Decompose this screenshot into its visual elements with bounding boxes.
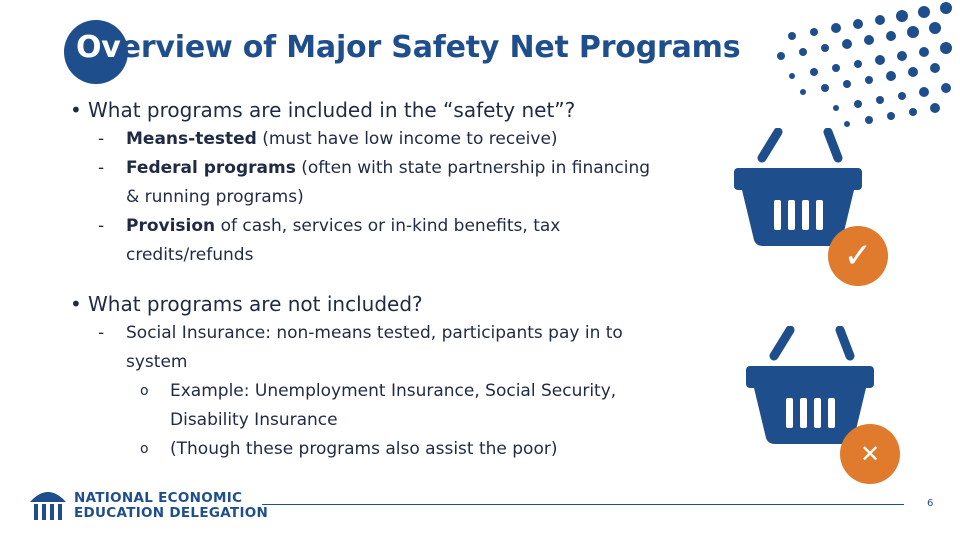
decor-dot xyxy=(844,121,850,127)
decor-dot xyxy=(821,44,829,52)
decor-dot xyxy=(842,39,852,49)
list-item xyxy=(70,154,730,212)
item-text: Social Insurance: non-means tested, participants pay in to xyxy=(126,323,623,343)
list-item xyxy=(70,319,730,377)
section1-heading-text: What programs are included in the “safety net”? xyxy=(88,98,576,122)
sub-item-text: Example: Unemployment Insurance, Social Security, xyxy=(170,381,617,401)
section2-heading xyxy=(70,290,730,319)
decor-dot xyxy=(941,83,951,93)
item-bold: Federal programs xyxy=(126,158,296,178)
decor-dot xyxy=(929,22,941,34)
decor-dot xyxy=(930,63,940,73)
decor-dot xyxy=(831,23,841,33)
dash-marker: - xyxy=(98,129,105,149)
dash-marker: - xyxy=(98,158,105,178)
logo-text xyxy=(74,491,268,521)
decor-dot xyxy=(821,84,829,92)
sub-item-text: (Though these programs also assist the poor) xyxy=(170,439,558,459)
decor-dot xyxy=(864,35,874,45)
sub-marker: o xyxy=(140,441,149,457)
title-first-letters: Ov xyxy=(76,30,121,65)
decor-dot xyxy=(854,100,862,108)
cross-badge-icon xyxy=(840,424,900,484)
footer-divider xyxy=(262,504,904,505)
item-text-continued: & running programs) xyxy=(126,187,304,207)
decor-dot xyxy=(898,92,906,100)
title-rest: erview of Major Safety Net Programs xyxy=(120,30,741,65)
dash-marker: - xyxy=(98,323,105,343)
decor-dot xyxy=(810,68,818,76)
decor-dot xyxy=(909,108,917,116)
decor-dot xyxy=(930,103,940,113)
item-text: (often with state partnership in financing xyxy=(295,158,651,178)
decor-dot xyxy=(800,89,806,95)
decor-dot xyxy=(876,96,884,104)
decor-dot xyxy=(908,67,918,77)
bullet-marker: • xyxy=(70,292,82,316)
decor-dot xyxy=(886,71,896,81)
decor-dot xyxy=(907,26,919,38)
logo-line2: EDUCATION DELEGATION xyxy=(74,505,269,521)
decor-dot xyxy=(865,116,873,124)
decor-dot xyxy=(777,52,785,60)
sub-item-text-continued: Disability Insurance xyxy=(170,410,338,430)
decor-dot xyxy=(875,15,885,25)
decor-dot xyxy=(940,42,952,54)
decor-dot xyxy=(833,105,839,111)
sub-list-item xyxy=(70,435,730,464)
decor-dot xyxy=(875,55,885,65)
item-text-continued: credits/refunds xyxy=(126,245,254,265)
item-bold: Provision xyxy=(126,216,216,236)
decor-dot xyxy=(799,48,807,56)
item-text-continued: system xyxy=(126,352,188,372)
logo-line1: NATIONAL ECONOMIC xyxy=(74,490,243,506)
decor-dot xyxy=(843,80,851,88)
dash-marker: - xyxy=(98,216,105,236)
decor-dot xyxy=(919,47,929,57)
logo-icon xyxy=(28,486,68,522)
check-badge-icon xyxy=(828,226,888,286)
page-title xyxy=(76,30,740,65)
decor-dot xyxy=(789,73,795,79)
item-bold: Means-tested xyxy=(126,129,257,149)
decor-dot xyxy=(896,10,908,22)
decor-dot xyxy=(897,51,907,61)
item-text: (must have low income to receive) xyxy=(256,129,558,149)
check-icon: ✓ xyxy=(843,236,873,276)
bullet-marker: • xyxy=(70,98,82,122)
decor-dot xyxy=(788,32,796,40)
decor-dot xyxy=(810,28,818,36)
decor-dot xyxy=(832,64,840,72)
decor-dot xyxy=(865,76,873,84)
sub-marker: o xyxy=(140,383,149,399)
list-item xyxy=(70,212,730,270)
section1-heading xyxy=(70,96,730,125)
item-text: of cash, services or in-kind benefits, tax xyxy=(215,216,561,236)
decor-dot xyxy=(918,6,930,18)
decor-dot xyxy=(886,31,896,41)
decor-dot xyxy=(853,19,863,29)
cross-icon: ✕ xyxy=(859,440,881,468)
decor-dot xyxy=(854,60,862,68)
decor-dot xyxy=(887,112,895,120)
slide-content xyxy=(70,96,730,464)
list-item xyxy=(70,125,730,154)
page-number: 6 xyxy=(927,498,934,509)
section2-heading-text: What programs are not included? xyxy=(88,292,423,316)
decor-dot xyxy=(919,87,929,97)
decor-dot xyxy=(940,2,952,14)
sub-list-item xyxy=(70,377,730,435)
